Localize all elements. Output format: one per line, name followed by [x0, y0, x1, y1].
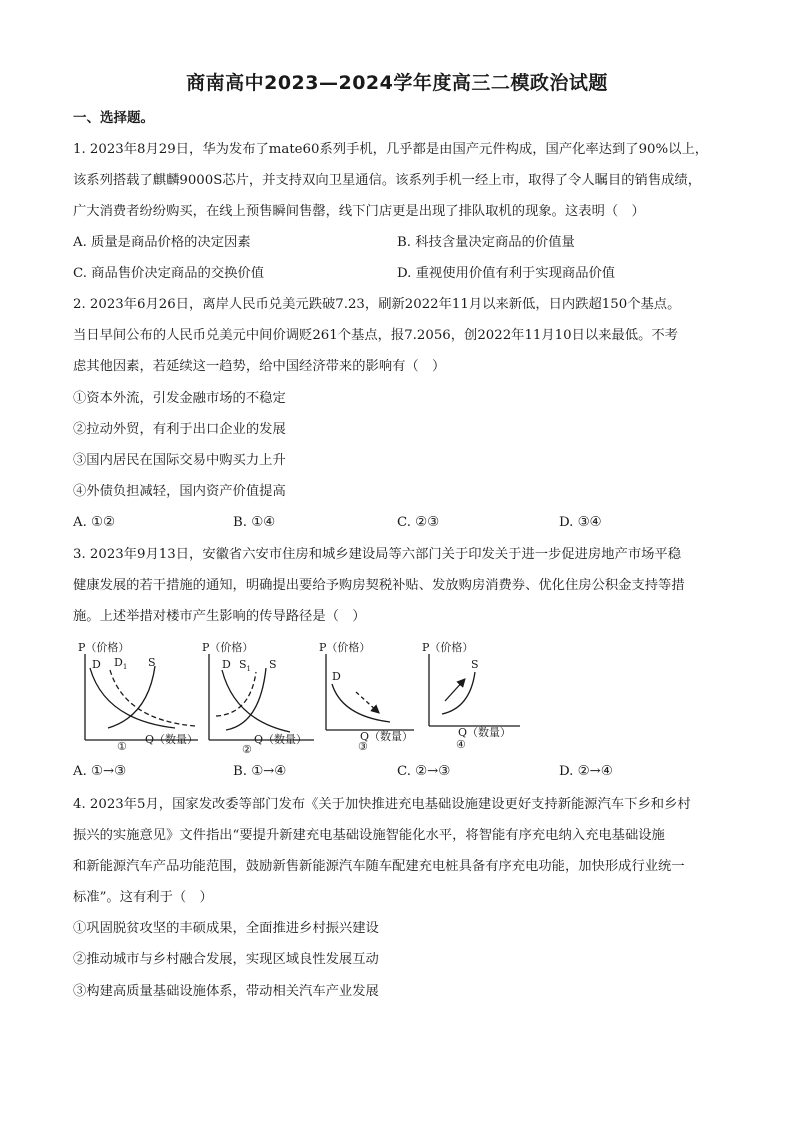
page-title: 商南高中2023—2024学年度高三二模政治试题	[186, 72, 608, 94]
graphs-svg	[70, 636, 600, 758]
q4-item-2: ②推动城市与乡村融合发展，实现区域良性发展互动	[73, 952, 379, 967]
graph-4	[422, 640, 520, 751]
q2-item-4: ④外债负担减轻，国内资产价值提高	[73, 484, 286, 499]
graph-4-y-label: P（价格）	[422, 641, 474, 654]
q4-item-3: ③构建高质量基础设施体系，带动相关汽车产业发展	[73, 984, 379, 999]
q2-option-c[interactable]: C. ②③	[397, 515, 439, 530]
graph-2	[202, 640, 314, 756]
graph-1-label-d1-sub: 1	[122, 663, 128, 671]
graph-3-axes	[326, 654, 414, 730]
q4-line-1: 4. 2023年5月，国家发改委等部门发布《关于加快推进充电基础设施建设更好支持新能源汽车下乡和乡村	[73, 797, 691, 812]
q2-line-1: 2. 2023年6月26日，离岸人民币兑美元跌破7.23，刷新2022年11月以来新低，日内跌超150个基点。	[73, 297, 681, 312]
q2-item-3: ③国内居民在国际交易中购买力上升	[73, 453, 286, 468]
q2-option-d[interactable]: D. ③④	[559, 515, 602, 530]
graph-2-label-s1-main: S	[239, 658, 247, 671]
graph-2-label-s1	[239, 658, 251, 673]
graph-2-number: ②	[242, 743, 252, 756]
q1-line-1: 1. 2023年8月29日，华为发布了mate60系列手机，几乎都是由国产元件构成，国产化率达到了90%以上，	[73, 142, 709, 157]
q4-line-4: 标准”。这有利于（ ）	[73, 890, 213, 905]
q1-option-c[interactable]: C. 商品售价决定商品的交换价值	[73, 266, 265, 281]
q1-line-3: 广大消费者纷纷购买，在线上预售瞬间售罄，线下门店更是出现了排队取机的现象。这表明（ ）	[73, 204, 645, 219]
q3-line-3: 施。上述举措对楼市产生影响的传导路径是（ ）	[73, 609, 366, 624]
graph-1-label-d: D	[92, 658, 101, 671]
graph-1-demand-curve	[90, 668, 175, 728]
q2-option-b[interactable]: B. ①④	[233, 515, 276, 530]
q3-line-2: 健康发展的若干措施的通知，明确提出要给予购房契税补贴、发放购房消费券、优化住房公积金支持等措	[73, 578, 685, 593]
q2-line-2: 当日早间公布的人民币兑美元中间价调贬261个基点，报7.2056，创2022年11月10日以来最低。不考	[73, 328, 678, 343]
graph-1-label-d1-main: D	[114, 656, 123, 669]
graph-1-x-label: Q（数量）	[145, 733, 199, 746]
supply-demand-graphs	[70, 636, 600, 758]
q2-line-3: 虑其他因素，若延续这一趋势，给中国经济带来的影响有（ ）	[73, 359, 446, 374]
graph-3-demand-curve	[332, 684, 390, 722]
q2-item-1: ①资本外流，引发金融市场的不稳定	[73, 391, 286, 406]
graph-4-supply-curve	[442, 672, 475, 714]
graph-1-supply-curve	[108, 666, 155, 728]
graph-2-x-label: Q（数量）	[254, 733, 308, 746]
graph-1-label-s: S	[148, 656, 156, 669]
q3-option-b[interactable]: B. ①→④	[233, 764, 287, 779]
q3-option-d[interactable]: D. ②→④	[559, 764, 613, 779]
graph-2-supply-curve-shifted	[216, 672, 256, 716]
q1-option-d[interactable]: D. 重视使用价值有利于实现商品价值	[397, 266, 616, 281]
q1-option-b[interactable]: B. 科技含量决定商品的价值量	[397, 235, 575, 250]
graph-1-y-label: P（价格）	[78, 641, 130, 654]
q4-line-2: 振兴的实施意见》文件指出“要提升新建充电基础设施智能化水平，将智能有序充电纳入充电基础设施	[73, 828, 665, 843]
graph-1	[78, 640, 198, 753]
graph-1-number: ①	[117, 740, 127, 753]
graph-2-demand-curve	[222, 670, 290, 732]
q3-option-a[interactable]: A. ①→③	[73, 764, 127, 779]
q2-item-2: ②拉动外贸，有利于出口企业的发展	[73, 422, 286, 437]
q2-option-a[interactable]: A. ①②	[73, 515, 115, 530]
graph-3-y-label: P（价格）	[319, 641, 371, 654]
graph-4-number: ④	[456, 738, 466, 751]
graph-1-axes	[85, 654, 198, 740]
q4-line-3: 和新能源汽车产品功能范围，鼓励新售新能源汽车随车配建充电桩具备有序充电功能，加快形成行业统一	[73, 859, 685, 874]
graph-3-arrow	[356, 692, 378, 712]
q1-line-2: 该系列搭载了麒麟9000S芯片，并支持双向卫星通信。该系列手机一经上市，取得了令人瞩目的销售成绩，	[73, 173, 702, 188]
graph-3-label-d: D	[332, 670, 341, 683]
graph-3-x-label: Q（数量）	[360, 730, 414, 743]
graph-4-x-label: Q（数量）	[458, 726, 512, 739]
q3-line-1: 3. 2023年9月13日，安徽省六安市住房和城乡建设局等六部门关于印发关于进一步促进房地产市场平稳	[73, 547, 682, 562]
graph-3-number: ③	[358, 740, 368, 753]
q4-item-1: ①巩固脱贫攻坚的丰硕成果，全面推进乡村振兴建设	[73, 921, 379, 936]
graph-2-label-d: D	[222, 658, 231, 671]
graph-1-label-d1	[114, 656, 127, 671]
section-heading: 一、选择题。	[73, 110, 154, 126]
graph-2-label-s: S	[269, 658, 277, 671]
graph-4-label-s: S	[471, 658, 479, 671]
q1-option-a[interactable]: A. 质量是商品价格的决定因素	[73, 235, 251, 250]
graph-2-label-s1-sub: 1	[246, 665, 252, 673]
graph-2-y-label: P（价格）	[202, 641, 254, 654]
graph-4-arrow	[445, 680, 464, 701]
graph-3	[319, 640, 414, 753]
q3-option-c[interactable]: C. ②→③	[397, 764, 451, 779]
